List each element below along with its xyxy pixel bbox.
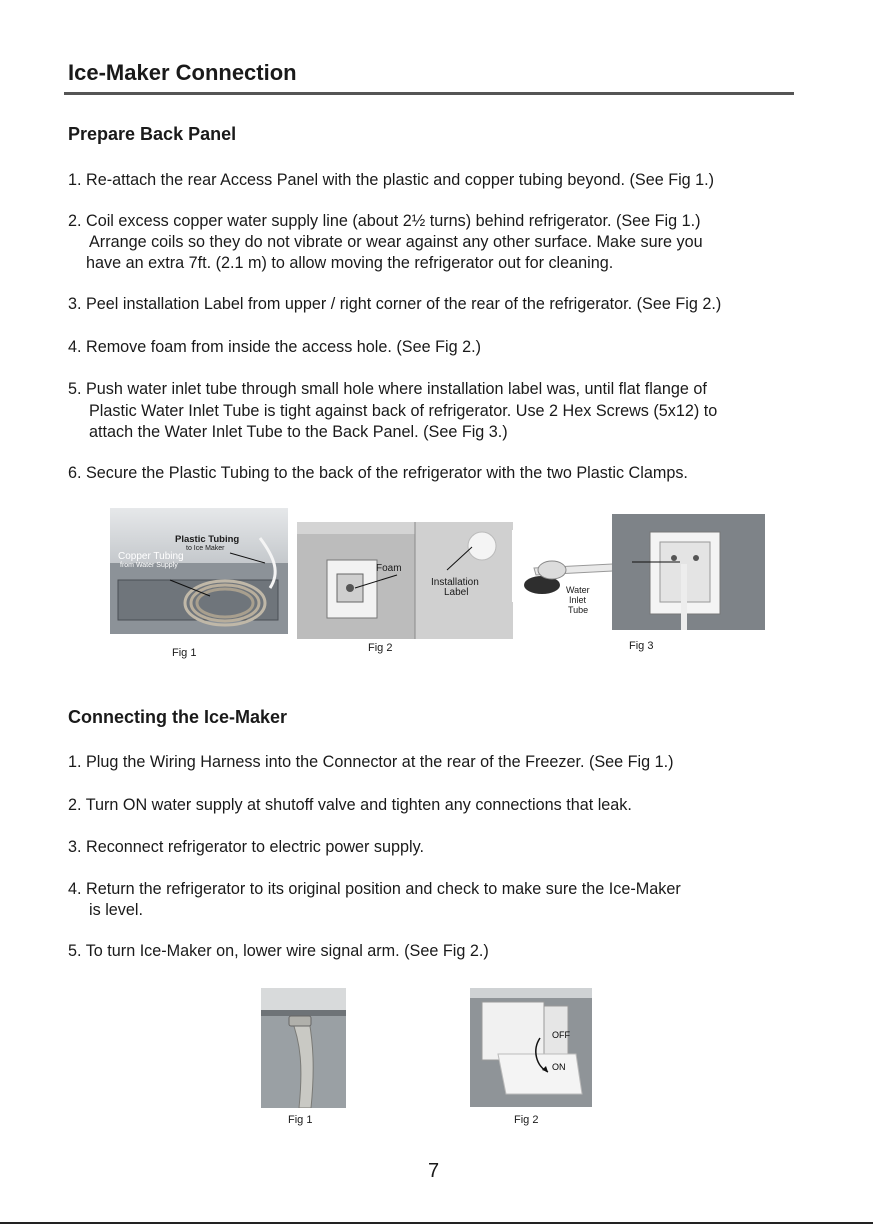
step-4: 4. Return the refrigerator to its original position and check to make sure the Ice-Maker [68,880,681,898]
fig1-label-plastic-sub: to Ice Maker [186,545,225,552]
step-4-line-2: is level. [89,901,143,919]
fig1-label-plastic: Plastic Tubing [175,534,240,545]
fig2-label-foam: Foam [376,563,402,574]
step-6: 6. Secure the Plastic Tubing to the back of the refrigerator with the two Plastic Clamps. [68,464,688,482]
step-2: 2. Coil excess copper water supply line (about 2½ turns) behind refrigerator. (See Fig 1.) [68,212,701,230]
section-heading-prepare-back-panel: Prepare Back Panel [68,124,237,144]
step-4: 4. Remove foam from inside the access hole. (See Fig 2.) [68,338,481,356]
fig1-caption: Fig 1 [172,647,197,659]
title-divider [64,92,794,95]
fig1-label-copper: Copper Tubing [118,551,184,562]
fig3-label-inlet: Inlet [569,595,587,605]
fig3-label-tube: Tube [568,605,589,615]
step-2-line-2: Arrange coils so they do not vibrate or wear against any other surface. Make sure you [89,233,703,251]
step-1: 1. Re-attach the rear Access Panel with the plastic and copper tubing beyond. (See Fig 1.) [68,171,715,189]
fig1-photo-access-panel [110,508,288,634]
step-2-line-3: have an extra 7ft. (2.1 m) to allow moving the refrigerator out for cleaning. [86,254,614,272]
step-3: 3. Peel installation Label from upper / right corner of the rear of the refrigerator. (See Fig 2.) [68,295,722,313]
fig3-photo-mounted-inlet [612,514,765,630]
fig1-caption-bottom: Fig 1 [288,1114,313,1126]
fig2-photo-back-panel [297,522,513,639]
fig3-label-water: Water [566,585,590,595]
fig2-label-off: OFF [552,1030,570,1040]
page-number: 7 [428,1160,440,1182]
fig2-label-installation: Installation [431,577,479,588]
fig2-label-label: Label [444,587,469,598]
step-1: 1. Plug the Wiring Harness into the Connector at the rear of the Freezer. (See Fig 1.) [68,753,674,771]
fig1-photo-wiring-harness [261,988,346,1108]
bottom-divider [0,1222,873,1224]
step-3: 3. Reconnect refrigerator to electric power supply. [68,838,424,856]
fig2-photo-signal-arm [470,988,592,1107]
fig3-caption: Fig 3 [629,640,654,652]
step-5: 5. To turn Ice-Maker on, lower wire signal arm. (See Fig 2.) [68,942,489,960]
fig2-caption: Fig 2 [368,642,393,654]
step-5-line-3: attach the Water Inlet Tube to the Back Panel. (See Fig 3.) [89,423,508,441]
step-5-line-2: Plastic Water Inlet Tube is tight against back of refrigerator. Use 2 Hex Screws (5x12) to [89,402,718,420]
fig1-label-copper-sub: from Water Supply [120,562,178,569]
fig2-caption-bottom: Fig 2 [514,1114,539,1126]
step-5: 5. Push water inlet tube through small hole where installation label was, until flat flange of [68,380,707,398]
step-2: 2. Turn ON water supply at shutoff valve and tighten any connections that leak. [68,796,632,814]
section-heading-connecting-ice-maker: Connecting the Ice-Maker [68,707,288,727]
page-title: Ice-Maker Connection [68,60,297,85]
fig2-label-on: ON [552,1062,566,1072]
